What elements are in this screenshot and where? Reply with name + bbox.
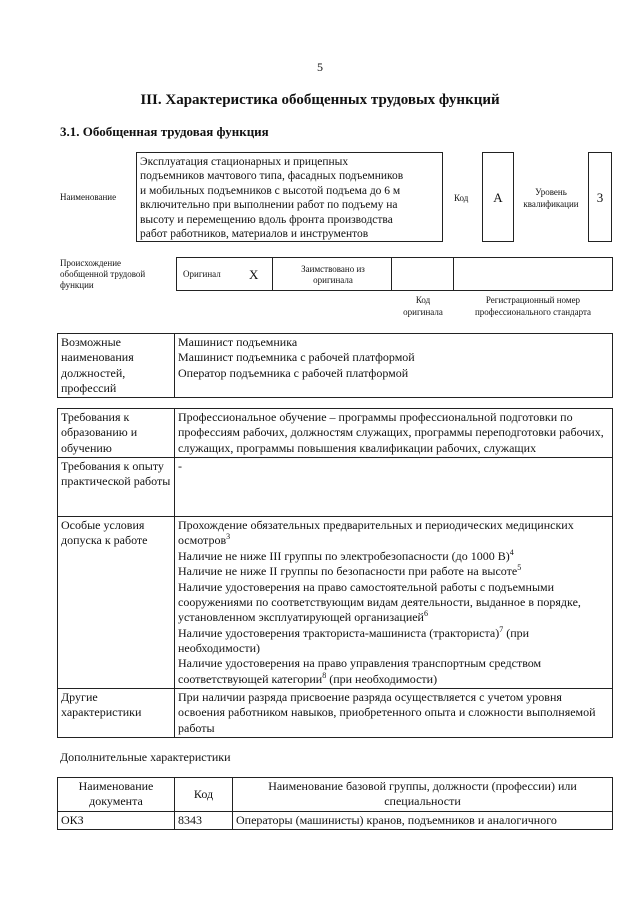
- positions-table: [57, 333, 613, 398]
- function-name-line: подъемников мачтового типа, фасадных подъемников: [140, 170, 404, 183]
- requirement-label: Особые условия допуска к работе: [58, 517, 175, 689]
- page-number: 5: [317, 60, 323, 74]
- reg-number-line: Регистрационный номер: [485, 295, 581, 305]
- origin-label-line: Происхождение: [60, 258, 122, 268]
- footnote-ref: 6: [423, 609, 428, 619]
- additional-title: Дополнительные характеристики: [60, 750, 231, 764]
- table-row: [58, 517, 613, 689]
- condition-suffix: (при необходимости): [326, 671, 438, 686]
- level-value: 3: [588, 152, 612, 242]
- borrowed-label: [277, 264, 389, 286]
- origin-table: [176, 257, 613, 291]
- condition-item: [178, 564, 609, 579]
- table-cell: ОКЗ: [58, 811, 175, 829]
- code-original-line: оригинала: [403, 307, 443, 317]
- level-label-line: квалификации: [523, 199, 579, 209]
- level-label: [512, 186, 590, 210]
- table-row: [58, 458, 613, 517]
- requirement-value: Профессиональное обучение – программы профессиональной подготовки по профессиям рабочих, должностям служащих, программы переподготовки рабочих, служащих, программы повышения квалификации рабочих, служащих: [175, 409, 613, 458]
- origin-label-line: функции: [60, 280, 94, 290]
- footnote-ref: 3: [226, 532, 231, 542]
- table-row: [58, 334, 613, 398]
- condition-item: [178, 518, 609, 549]
- condition-text: Наличие не ниже III группы по электробезопасности (до 1000 В): [178, 548, 510, 563]
- positions-label: Возможные наименования должностей, профессий: [58, 334, 175, 398]
- function-name-box: [136, 152, 443, 242]
- divider: [391, 257, 392, 291]
- footnote-ref: 8: [322, 670, 327, 680]
- code-label: Код: [454, 193, 469, 203]
- reg-number-line: профессионального стандарта: [474, 307, 592, 317]
- position-item: Машинист подъемника: [178, 335, 298, 349]
- position-item: Машинист подъемника с рабочей платформой: [178, 350, 415, 365]
- subsection-title: 3.1. Обобщенная трудовая функция: [60, 124, 269, 139]
- positions-values: [175, 334, 613, 398]
- table-header-row: [58, 778, 613, 812]
- column-header: Наименование базовой группы, должности (профессии) или специальности: [233, 778, 613, 812]
- condition-text: Прохождение обязательных предварительных и периодических медицинских осмотров: [178, 518, 574, 548]
- condition-item: [178, 549, 609, 564]
- divider: [453, 257, 454, 291]
- position-item: Оператор подъемника с рабочей платформой: [178, 365, 409, 380]
- footnote-ref: 4: [509, 547, 514, 557]
- origin-label-line: обобщенной трудовой: [60, 269, 146, 279]
- condition-suffix: (при необходимости): [178, 625, 530, 655]
- divider: [272, 257, 273, 291]
- requirement-label: Требования к образованию и обучению: [58, 409, 175, 458]
- condition-item: [178, 626, 609, 657]
- condition-item: [178, 580, 609, 626]
- requirement-value: При наличии разряда присвоение разряда осуществляется с учетом уровня освоения работником навыков, приобретенного опыта и сложности выполняемой работы: [175, 689, 613, 738]
- original-label: Оригинал: [183, 269, 221, 279]
- function-name-line: включительно при выполнении работ по подъему на: [140, 199, 398, 212]
- footnote-ref: 5: [517, 563, 522, 573]
- reg-number-label: [458, 294, 608, 318]
- footnote-ref: 7: [499, 624, 504, 634]
- code-original-line: Код: [415, 295, 431, 305]
- function-name-line: Эксплуатация стационарных и прицепных: [140, 156, 349, 168]
- requirements-table: [57, 408, 613, 738]
- section-title: III. Характеристика обобщенных трудовых функций: [140, 92, 500, 108]
- column-header: Наименование документа: [58, 778, 175, 812]
- condition-item: [178, 656, 609, 687]
- column-header: Код: [175, 778, 233, 812]
- table-cell: Операторы (машинисты) кранов, подъемников и аналогичного: [233, 811, 613, 829]
- condition-text: Наличие удостоверения на право самостоятельной работы с подъемными сооружениями по соответствующим видам деятельности, выданное в порядке, установленном эксплуатирующей организацией: [178, 579, 581, 625]
- table-row: [58, 811, 613, 829]
- function-name-line: и мобильных подъемников с высотой подъема до 6 м: [140, 184, 401, 197]
- condition-text: Наличие не ниже II группы по безопасности при работе на высоте: [178, 564, 518, 579]
- requirement-label: Другие характеристики: [58, 689, 175, 738]
- code-value: А: [482, 152, 514, 242]
- origin-label: [60, 258, 145, 291]
- borrowed-label-line: оригинала: [313, 275, 353, 285]
- requirement-label: Требования к опыту практической работы: [58, 458, 175, 517]
- level-label-line: Уровень: [535, 187, 567, 197]
- borrowed-label-line: Заимствовано из: [301, 264, 365, 274]
- condition-text: Наличие удостоверения тракториста-машиниста (тракториста): [178, 625, 500, 640]
- requirement-value: -: [175, 458, 613, 517]
- condition-text: Наличие удостоверения на право управления транспортным средством соответствующей категории: [178, 656, 542, 686]
- table-row: [58, 689, 613, 738]
- code-original-label: [388, 294, 458, 318]
- table-row: [58, 409, 613, 458]
- original-mark: Х: [249, 267, 259, 282]
- additional-table: [57, 777, 613, 830]
- table-cell: 8343: [175, 811, 233, 829]
- name-label: Наименование: [60, 192, 117, 202]
- requirement-value: [175, 517, 613, 689]
- function-name-line: работ работников, материалов и инструментов: [140, 228, 369, 241]
- function-name-line: высоту и перемещению вдоль фронта производства: [140, 213, 393, 226]
